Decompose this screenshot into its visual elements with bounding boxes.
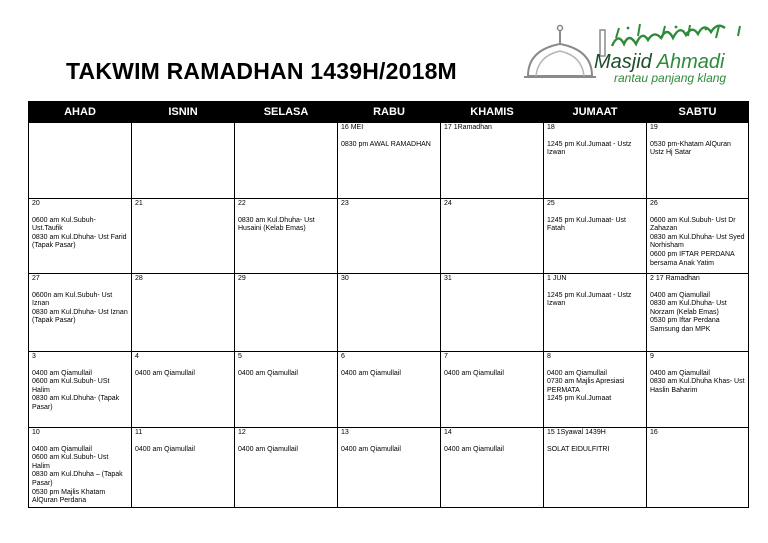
- day-date: 28: [135, 275, 143, 282]
- day-cell: [132, 123, 235, 199]
- day-events: 0400 am Qiamullail: [135, 445, 195, 453]
- day-cell: [544, 199, 647, 274]
- day-date: 2 17 Ramadhan: [650, 275, 700, 282]
- day-events: 0400 am Qiamullail 0730 am Majlis Apresiasi PERMATA 1245 pm Kul.Jumaat: [547, 369, 625, 403]
- day-date: 5: [238, 353, 242, 360]
- day-events: 0830 am Kul.Dhuha- Ust Husaini (Kelab Emas): [238, 216, 315, 233]
- day-cell: [338, 352, 441, 428]
- day-events: 0400 am Qiamullail: [444, 445, 504, 453]
- day-cell: [29, 123, 132, 199]
- day-cell: [647, 199, 749, 274]
- day-cell: [235, 274, 338, 352]
- day-events: 0400 am Qiamullail 0830 am Kul.Dhuha- Ust Norzam (Kelab Emas) 0530 pm Iftar Perdana Samsung dan MPK: [650, 291, 727, 333]
- day-date: 13: [341, 429, 349, 436]
- mosque-location: rantau panjang klang: [614, 71, 727, 85]
- day-cell: [235, 352, 338, 428]
- page-title: TAKWIM RAMADHAN 1439H/2018M: [66, 58, 457, 84]
- day-date: 18: [547, 124, 555, 131]
- day-header-khamis: KHAMIS: [441, 102, 544, 123]
- day-date: 21: [135, 200, 143, 207]
- week-row: [29, 274, 749, 352]
- day-events: 0600 am Kul.Subuh- Ust.Taufik 0830 am Kul.Dhuha- Ust Farid (Tapak Pasar): [32, 216, 127, 250]
- day-date: 30: [341, 275, 349, 282]
- day-date: 1 JUN: [547, 275, 567, 282]
- day-date: 26: [650, 200, 658, 207]
- day-events: 0400 am Qiamullail: [135, 369, 195, 377]
- day-cell: [338, 199, 441, 274]
- day-events: 0400 am Qiamullail: [238, 445, 298, 453]
- day-date: 7: [444, 353, 448, 360]
- day-date: 25: [547, 200, 555, 207]
- day-header-selasa: SELASA: [235, 102, 338, 123]
- day-date: 20: [32, 200, 40, 207]
- day-date: 27: [32, 275, 40, 282]
- day-events: 0530 pm-Khatam AlQuran Ustz Hj Satar: [650, 140, 731, 157]
- day-date: 24: [444, 200, 452, 207]
- day-date: 16 MEI: [341, 124, 364, 131]
- day-cell: [235, 123, 338, 199]
- day-cell: [544, 428, 647, 508]
- day-cell: [235, 199, 338, 274]
- day-cell: [132, 199, 235, 274]
- mosque-name: Masjid Ahmadi: [594, 51, 725, 73]
- day-cell: [544, 274, 647, 352]
- day-events: 0600 am Kul.Subuh- Ust Dr Zahazan 0830 am Kul.Dhuha- Ust Syed Norhisham 0600 pm IFTAR PERDANA bersama Anak Yatim: [650, 216, 745, 267]
- day-cell: [338, 123, 441, 199]
- week-row: [29, 199, 749, 274]
- day-date: 3: [32, 353, 36, 360]
- day-header-sabtu: SABTU: [647, 102, 749, 123]
- day-events: SOLAT EIDULFITRI: [547, 445, 610, 453]
- day-cell: [647, 352, 749, 428]
- ramadhan-calendar: [28, 101, 749, 508]
- day-cell: [132, 274, 235, 352]
- day-date: 9: [650, 353, 654, 360]
- day-cell: [29, 352, 132, 428]
- day-events: 0830 pm AWAL RAMADHAN: [341, 140, 431, 148]
- week-row: [29, 428, 749, 508]
- day-cell: [441, 123, 544, 199]
- day-date: 10: [32, 429, 40, 436]
- day-date: 15 1Syawal 1439H: [547, 429, 606, 436]
- day-cell: [647, 123, 749, 199]
- day-events: 0400 am Qiamullail 0830 am Kul.Dhuha Khas- Ust Haslin Baharim: [650, 369, 745, 394]
- day-date: 31: [444, 275, 452, 282]
- day-date: 4: [135, 353, 139, 360]
- day-events: 0400 am Qiamullail: [341, 369, 401, 377]
- day-header-rabu: RABU: [338, 102, 441, 123]
- day-cell: [647, 428, 749, 508]
- day-header-row: [29, 102, 749, 123]
- day-events: 0400 am Qiamullail 0600 am Kul.Subuh- USt Halim 0830 am Kul.Dhuha- (Tapak Pasar): [32, 369, 120, 411]
- day-cell: [132, 352, 235, 428]
- day-cell: [441, 199, 544, 274]
- day-events: 1245 pm Kul.Jumaat- Ust Fatah: [547, 216, 626, 233]
- week-row: [29, 352, 749, 428]
- day-header-ahad: AHAD: [29, 102, 132, 123]
- day-date: 12: [238, 429, 246, 436]
- day-header-isnin: ISNIN: [132, 102, 235, 123]
- day-date: 16: [650, 429, 658, 436]
- day-cell: [132, 428, 235, 508]
- day-date: 14: [444, 429, 452, 436]
- day-cell: [29, 274, 132, 352]
- day-cell: [544, 352, 647, 428]
- day-cell: [235, 428, 338, 508]
- day-date: 23: [341, 200, 349, 207]
- day-date: 19: [650, 124, 658, 131]
- day-cell: [647, 274, 749, 352]
- day-date: 17 1Ramadhan: [444, 124, 492, 131]
- day-cell: [338, 274, 441, 352]
- day-cell: [544, 123, 647, 199]
- day-events: 0600n am Kul.Subuh- Ust Iznan 0830 am Kul.Dhuha- Ust Iznan (Tapak Pasar): [32, 291, 128, 325]
- day-date: 29: [238, 275, 246, 282]
- day-events: 0400 am Qiamullail 0600 am Kul.Subuh- Ust Halim 0830 am Kul.Dhuha – (Tapak Pasar) 0530 pm Majlis Khatam AlQuran Perdana: [32, 445, 123, 505]
- day-events: 0400 am Qiamullail: [341, 445, 401, 453]
- day-events: 1245 pm Kul.Jumaat - Ustz Izwan: [547, 291, 632, 308]
- mosque-logo: [520, 20, 752, 88]
- day-cell: [29, 199, 132, 274]
- day-cell: [441, 352, 544, 428]
- day-cell: [441, 428, 544, 508]
- day-cell: [441, 274, 544, 352]
- day-header-jumaat: JUMAAT: [544, 102, 647, 123]
- week-row: [29, 123, 749, 199]
- day-date: 6: [341, 353, 345, 360]
- day-date: 22: [238, 200, 246, 207]
- day-date: 8: [547, 353, 551, 360]
- day-date: 11: [135, 429, 143, 436]
- day-events: 0400 am Qiamullail: [444, 369, 504, 377]
- day-events: 1245 pm Kul.Jumaat - Ustz Izwan: [547, 140, 632, 157]
- day-cell: [29, 428, 132, 508]
- day-cell: [338, 428, 441, 508]
- day-events: 0400 am Qiamullail: [238, 369, 298, 377]
